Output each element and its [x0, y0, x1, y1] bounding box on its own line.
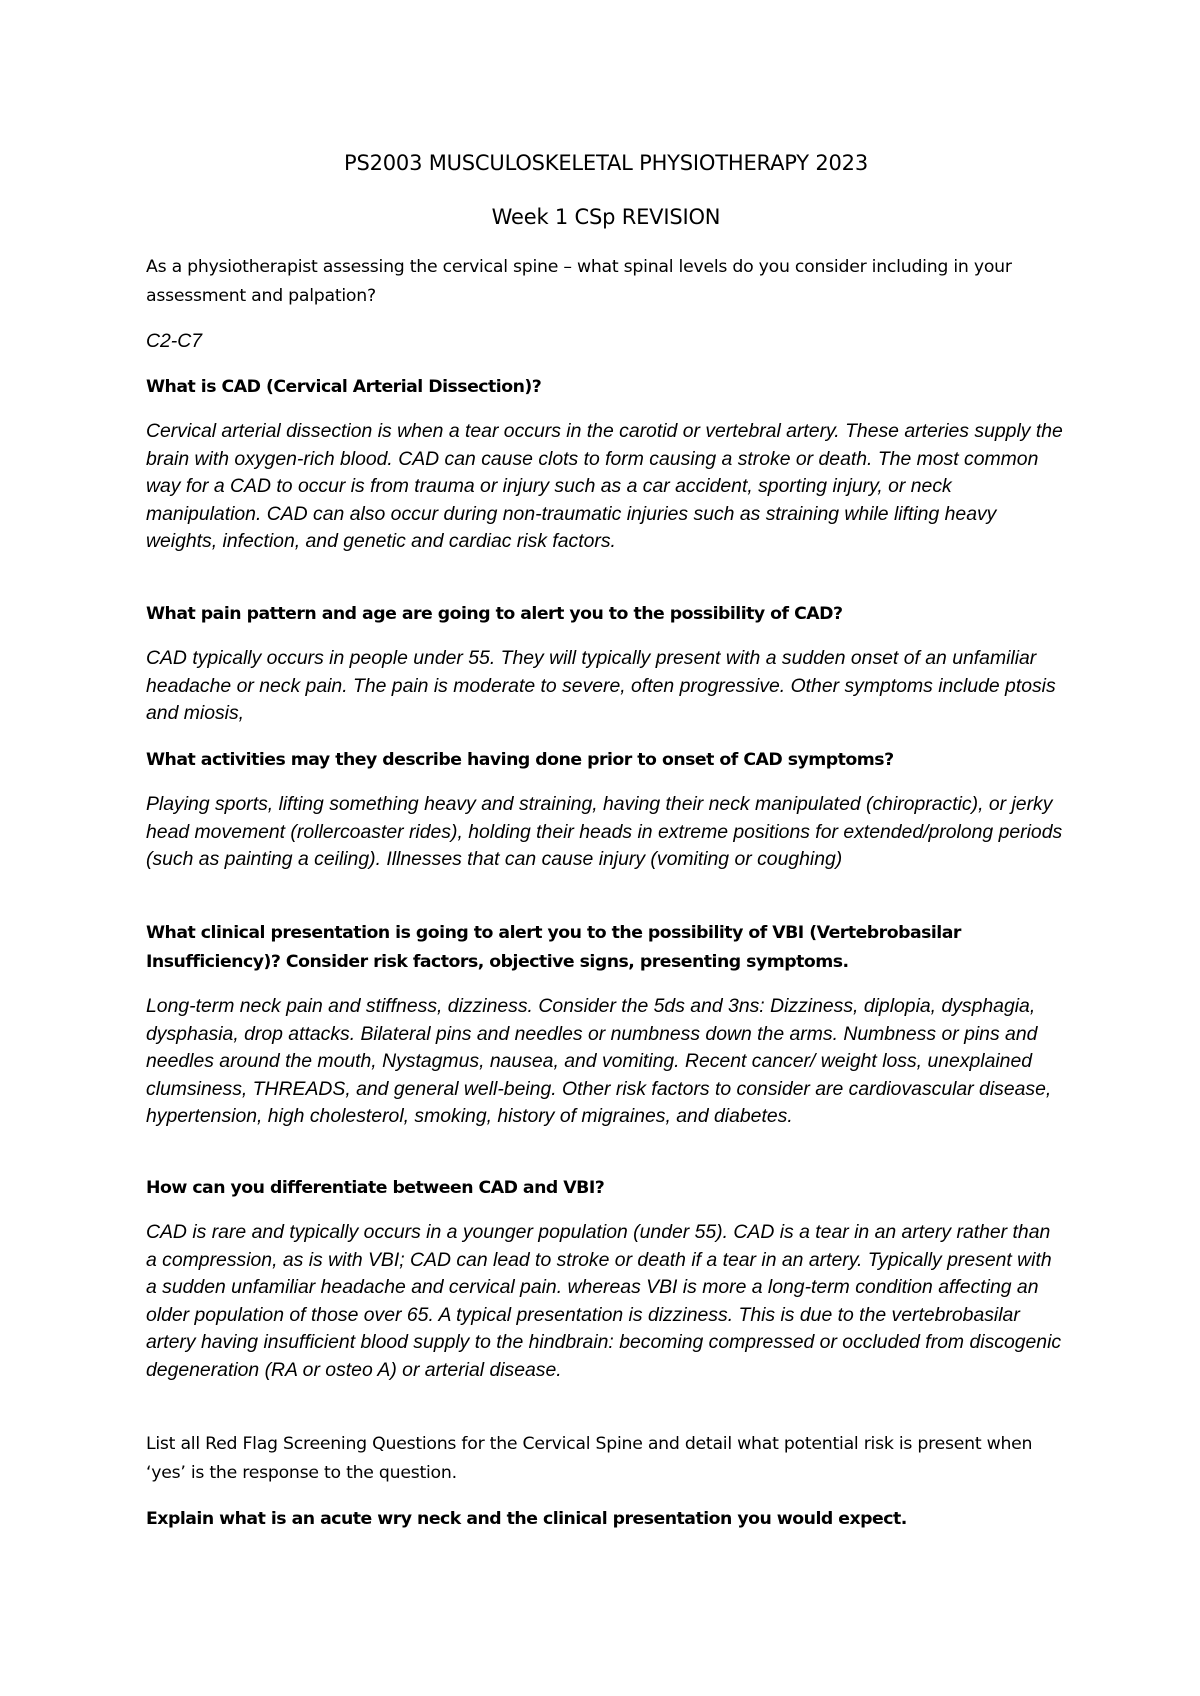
answer-cad-vs-vbi: CAD is rare and typically occurs in a younger population (under 55). CAD is a tear in an artery rather than a compression, as is with VBI; CAD can lead to stroke or death if a tear in an artery. Typically present with a sudden unfamiliar headache and cervical pain. whereas VBI is more a long-term condition affecting an older population of those over 65. A typical presentation is dizziness. This is due to the vertebrobasilar artery having insufficient blood supply to the hindbrain: becoming compressed or occluded from discogenic degeneration (RA or osteo A) or arterial disease.	[146, 1221, 1062, 1381]
question-vbi-presentation: What clinical presentation is going to alert you to the possibility of VBI (Vertebrobasilar Insufficiency)? Consider risk factors, objective signs, presenting symptoms.	[146, 923, 961, 972]
answer-cad-activities: Playing sports, lifting something heavy and straining, having their neck manipulated (chiropractic), or jerky head movement (rollercoaster rides), holding their heads in extreme positions for extended/prolong periods (such as painting a ceiling). Illnesses that can cause injury (vomiting or coughing)	[146, 793, 1063, 870]
question-cad-activities: What activities may they describe having done prior to onset of CAD symptoms?	[146, 750, 894, 770]
question-acute-wry-neck: Explain what is an acute wry neck and the clinical presentation you would expect.	[146, 1509, 907, 1529]
answer-spinal-levels: C2-C7	[146, 330, 203, 352]
question-what-is-cad: What is CAD (Cervical Arterial Dissection)?	[146, 377, 542, 397]
question-cad-pain-pattern: What pain pattern and age are going to alert you to the possibility of CAD?	[146, 604, 843, 624]
document-page	[146, 0, 1066, 1696]
document-title: PS2003 MUSCULOSKELETAL PHYSIOTHERAPY 2023	[344, 151, 868, 175]
answer-cad-pain-pattern: CAD typically occurs in people under 55. They will typically present with a sudden onset of an unfamiliar headache or neck pain. The pain is moderate to severe, often progressive. Other symptoms include ptosis and miosis,	[146, 647, 1056, 724]
question-red-flags: List all Red Flag Screening Questions for the Cervical Spine and detail what potential risk is present when ‘yes’ is the response to the question.	[146, 1434, 1033, 1483]
answer-vbi-presentation: Long-term neck pain and stiffness, dizziness. Consider the 5ds and 3ns: Dizziness, diplopia, dysphagia, dysphasia, drop attacks. Bilateral pins and needles or numbness down the arms. Numbness or pins and needles around the mouth, Nystagmus, nausea, and vomiting. Recent cancer/ weight loss, unexplained clumsiness, THREADS, and general well-being. Other risk factors to consider are cardiovascular disease, hypertension, high cholesterol, smoking, history of migraines, and diabetes.	[146, 995, 1052, 1127]
question-spinal-levels: As a physiotherapist assessing the cervical spine – what spinal levels do you consider including in your assessment and palpation?	[146, 257, 1012, 306]
question-cad-vs-vbi: How can you differentiate between CAD and VBI?	[146, 1178, 605, 1198]
answer-what-is-cad: Cervical arterial dissection is when a tear occurs in the carotid or vertebral artery. These arteries supply the brain with oxygen-rich blood. CAD can cause clots to form causing a stroke or death. The most common way for a CAD to occur is from trauma or injury such as a car accident, sporting injury, or neck manipulation. CAD can also occur during non-traumatic injuries such as straining while lifting heavy weights, infection, and genetic and cardiac risk factors.	[146, 420, 1063, 552]
document-subtitle: Week 1 CSp REVISION	[491, 205, 721, 229]
